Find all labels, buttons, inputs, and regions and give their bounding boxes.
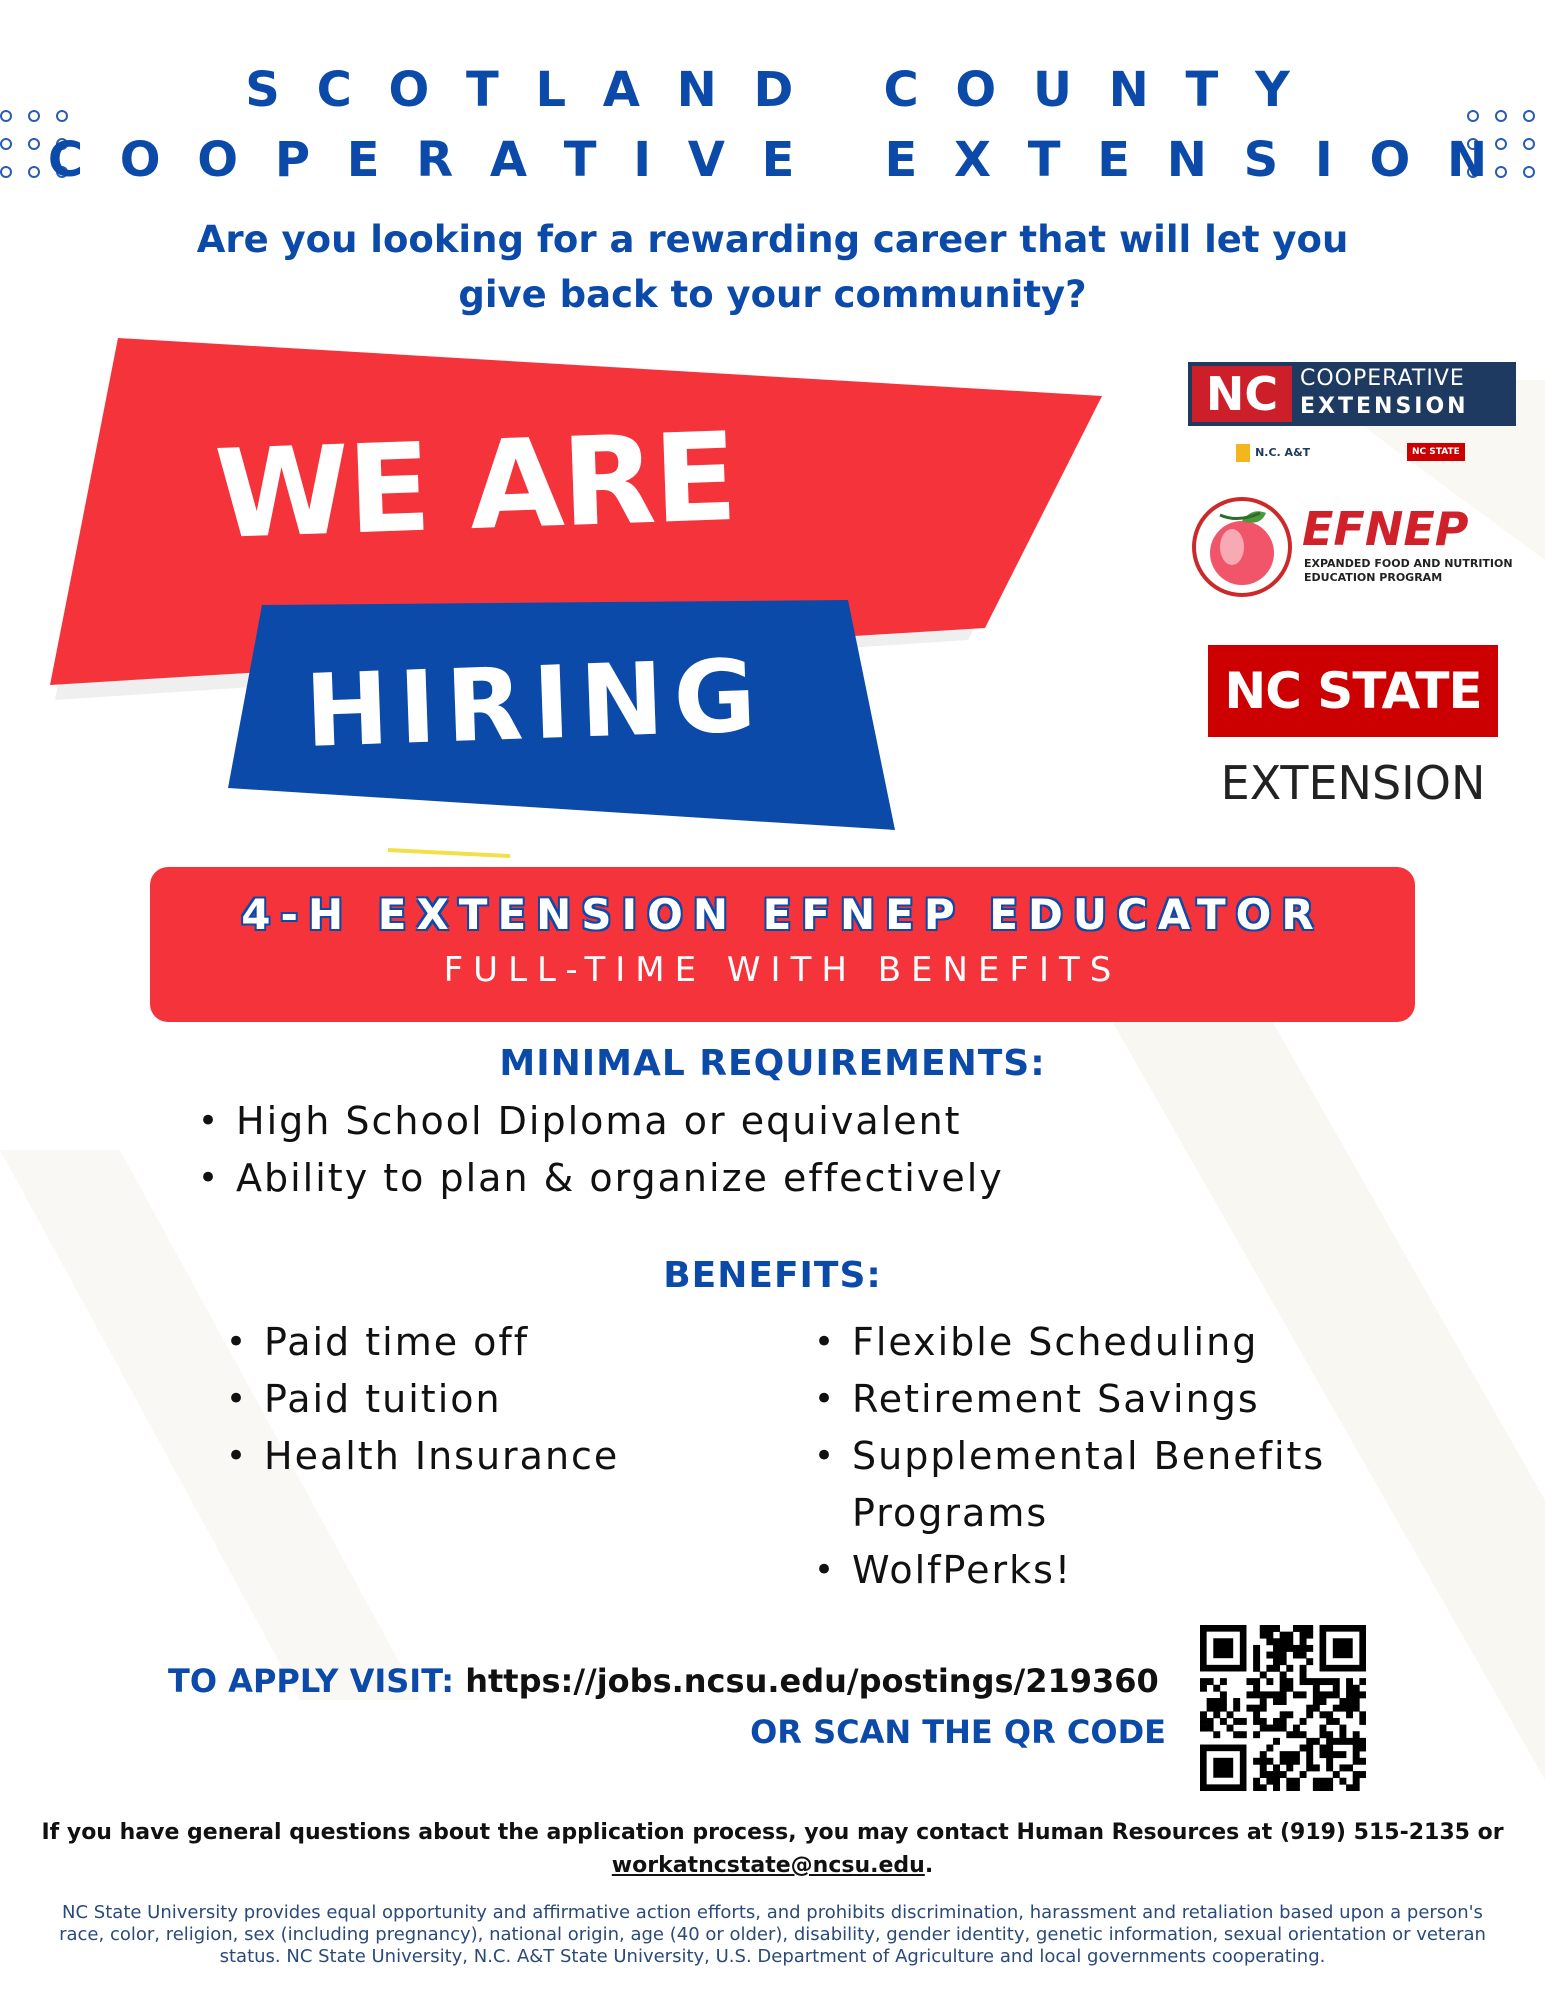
coop-line-1: COOPERATIVE <box>1300 366 1465 391</box>
contact-period: . <box>924 1853 934 1878</box>
contact-text: If you have general questions about the application process, you may contact Human Resources at (919) 515-2135 or <box>41 1820 1504 1845</box>
benefit-item: • Paid tuition <box>220 1371 619 1428</box>
apply-line <box>168 1662 1159 1700</box>
efnep-subtitle-1: EXPANDED FOOD AND NUTRITION <box>1304 557 1513 570</box>
benefit-item: • Health Insurance <box>220 1428 619 1485</box>
benefit-item: • Retirement Savings <box>808 1371 1408 1428</box>
benefit-item: • Supplemental Benefits Programs <box>808 1428 1408 1542</box>
efnep-title: EFNEP <box>1302 502 1469 556</box>
header-line-2: C O O P E R A T I V E E X T E N S I O N <box>47 132 1498 188</box>
position-title: 4-H EXTENSION EFNEP EDUCATOR <box>241 890 1324 939</box>
benefit-item: • Flexible Scheduling <box>808 1314 1408 1371</box>
benefit-item: • Paid time off <box>220 1314 619 1371</box>
ncstate-logo-block: NC STATE <box>1208 645 1498 737</box>
requirements-list <box>192 1093 1004 1207</box>
benefits-heading: BENEFITS: <box>663 1255 882 1296</box>
nc-logo-letters: NC <box>1205 367 1279 421</box>
we-are-text: WE ARE <box>212 405 738 567</box>
hero-banner-shapes <box>0 320 1150 880</box>
contact-email-line <box>0 1853 1545 1878</box>
benefits-right-list <box>808 1314 1408 1599</box>
coop-line-2: EXTENSION <box>1300 394 1469 419</box>
hiring-text: HIRING <box>303 636 768 771</box>
ncat-label: N.C. A&T <box>1255 446 1311 459</box>
apply-label: TO APPLY VISIT: <box>168 1662 455 1700</box>
benefit-item: • WolfPerks! <box>808 1542 1408 1599</box>
benefits-left-list <box>220 1314 619 1485</box>
ncstate-small-logo: NC STATE <box>1407 443 1465 461</box>
ncat-icon <box>1236 444 1250 462</box>
scan-qr-text: OR SCAN THE QR CODE <box>750 1713 1166 1751</box>
efnep-apple-icon <box>1190 495 1294 599</box>
tagline-line-1: Are you looking for a rewarding career that will let you <box>196 218 1349 261</box>
tagline-line-2: give back to your community? <box>458 273 1087 316</box>
qr-code[interactable] <box>1200 1625 1366 1791</box>
apply-url-link[interactable]: https://jobs.ncsu.edu/postings/219360 <box>465 1662 1159 1700</box>
ncat-logo <box>1236 442 1310 462</box>
contact-email-link[interactable]: workatncstate@ncsu.edu <box>611 1853 925 1878</box>
requirements-heading: MINIMAL REQUIREMENTS: <box>499 1043 1046 1084</box>
requirement-item: • High School Diploma or equivalent <box>192 1093 1004 1150</box>
header-line-1: S C O T L A N D C O U N T Y <box>245 62 1300 118</box>
requirement-item: • Ability to plan & organize effectively <box>192 1150 1004 1207</box>
efnep-subtitle-2: EDUCATION PROGRAM <box>1304 571 1443 584</box>
position-subtitle: FULL-TIME WITH BENEFITS <box>443 950 1122 990</box>
ncstate-extension-label: EXTENSION <box>1220 756 1486 810</box>
nc-cooperative-extension-logo <box>1188 362 1516 426</box>
disclaimer-text: NC State University provides equal opportunity and affirmative action efforts, and prohibits discrimination, harassment and retaliation based upon a person's race, color, religion, sex (including pregnancy), national origin, age (40 or older), disability, gender identity, genetic information, sexual orientation or veteran status. NC State University, N.C. A&T State University, U.S. Department of Agriculture and local governments cooperating. <box>59 1902 1486 1967</box>
